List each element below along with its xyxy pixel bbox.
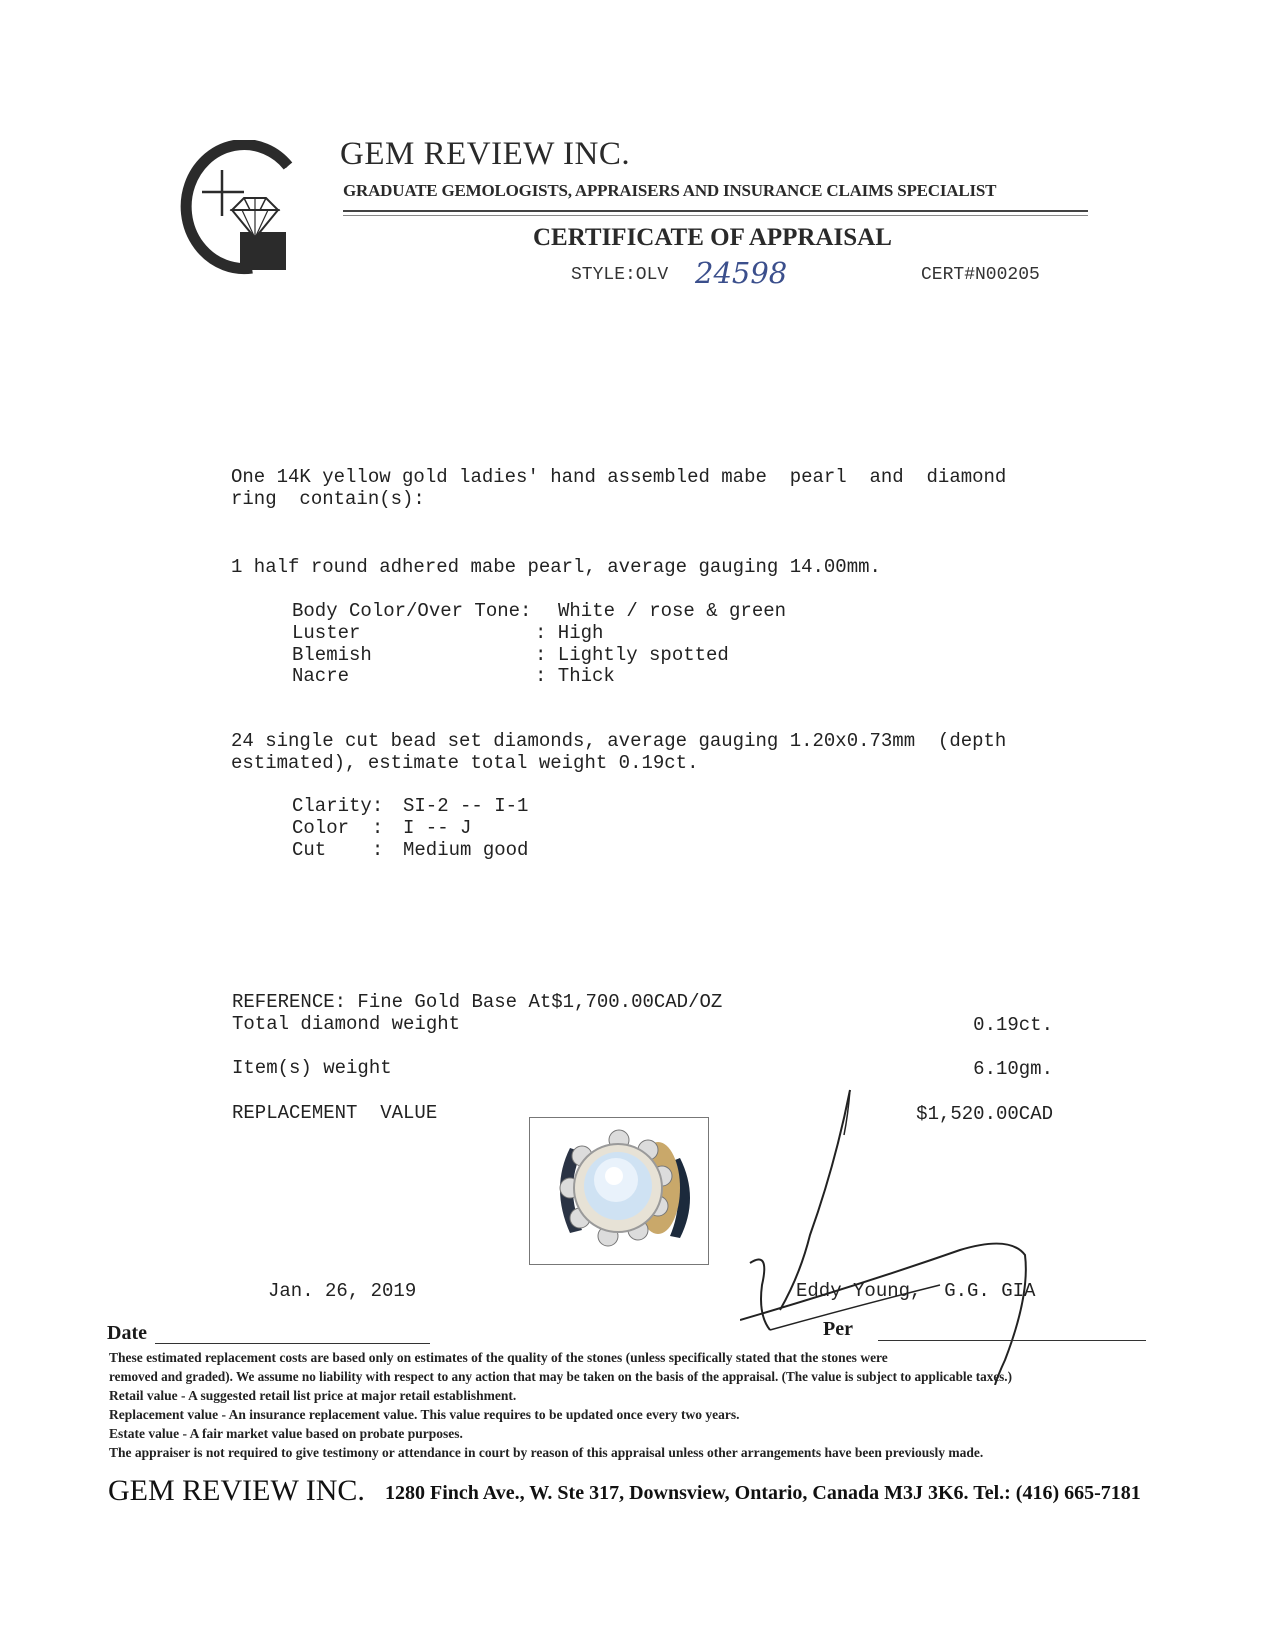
disclaimer-line: Retail value - A suggested retail list price at major retail establishment.	[109, 1388, 517, 1403]
pearl-attr-value: : High	[535, 622, 604, 644]
certificate-number: CERT#N00205	[921, 265, 1040, 285]
ring-photo	[529, 1117, 709, 1265]
pearl-attr-value: White / rose & green	[558, 600, 787, 622]
company-name: GEM REVIEW INC.	[340, 136, 631, 172]
date-line	[155, 1343, 430, 1344]
pearl-attr-label: Nacre	[292, 665, 350, 687]
pearl-attr-label: Blemish	[292, 644, 372, 666]
item-weight-value: 6.10gm.	[973, 1058, 1053, 1080]
replacement-value-label: REPLACEMENT VALUE	[232, 1102, 438, 1124]
appraiser-name: Eddy Young, G.G. GIA	[796, 1280, 1036, 1302]
footer-company-name: GEM REVIEW INC.	[108, 1474, 365, 1507]
header-rule-thin	[343, 215, 1088, 216]
disclaimer-line: These estimated replacement costs are based only on estimates of the quality of the stones (unless specifically stated that the stones were	[109, 1350, 888, 1365]
description-line-1: One 14K yellow gold ladies' hand assembled mabe pearl and diamond	[231, 466, 1007, 488]
disclaimer-line: removed and graded). We assume no liability with respect to any action that may be taken on the basis of the appraisal. (The value is subject to applicable taxes.)	[109, 1369, 1012, 1384]
replacement-value: $1,520.00CAD	[916, 1103, 1053, 1125]
diamond-attr-label: Cut :	[292, 839, 384, 861]
disclaimer-line: Estate value - A fair market value based on probate purposes.	[109, 1426, 463, 1441]
disclaimer-line: The appraiser is not required to give testimony or attendance in court by reason of this appraisal unless other arrangements have been previously made.	[109, 1445, 984, 1460]
total-diamond-weight-value: 0.19ct.	[973, 1014, 1053, 1036]
pearl-attr-label: Body Color/Over Tone:	[292, 600, 532, 622]
style-label: STYLE:OLV	[571, 265, 669, 285]
header-rule	[343, 210, 1088, 212]
diamond-attr-label: Color :	[292, 817, 384, 839]
date-label: Date	[107, 1322, 147, 1344]
company-tagline: GRADUATE GEMOLOGISTS, APPRAISERS AND INSURANCE CLAIMS SPECIALIST	[343, 181, 997, 200]
diamond-attr-value: Medium good	[403, 839, 529, 861]
certificate-title: CERTIFICATE OF APPRAISAL	[533, 224, 892, 251]
description-line-2: ring contain(s):	[231, 488, 425, 510]
diamond-attr-label: Clarity:	[292, 795, 384, 817]
footer-address: 1280 Finch Ave., W. Ste 317, Downsview, Ontario, Canada M3J 3K6. Tel.: (416) 665-7181	[385, 1482, 1141, 1504]
diamond-summary-line-2: estimated), estimate total weight 0.19ct.	[231, 752, 699, 774]
gem-review-logo-icon	[170, 140, 300, 280]
diamond-attr-value: I -- J	[403, 817, 472, 839]
disclaimer-line: Replacement value - An insurance replacement value. This value requires to be updated once every two years.	[109, 1407, 740, 1422]
appraisal-date: Jan. 26, 2019	[268, 1280, 417, 1302]
style-number-handwritten: 24598	[695, 256, 788, 290]
diamond-attr-value: SI-2 -- I-1	[403, 795, 529, 817]
reference-gold-base: REFERENCE: Fine Gold Base At$1,700.00CAD/OZ	[232, 991, 723, 1013]
pearl-attr-value: : Thick	[535, 665, 615, 687]
total-diamond-weight-label: Total diamond weight	[232, 1013, 461, 1035]
per-line	[878, 1340, 1146, 1341]
pearl-summary: 1 half round adhered mabe pearl, average gauging 14.00mm.	[231, 556, 881, 578]
diamond-summary-line-1: 24 single cut bead set diamonds, average gauging 1.20x0.73mm (depth	[231, 730, 1007, 752]
pearl-attr-label: Luster	[292, 622, 361, 644]
per-label: Per	[823, 1318, 853, 1340]
pearl-attr-value: : Lightly spotted	[535, 644, 729, 666]
item-weight-label: Item(s) weight	[232, 1057, 392, 1079]
